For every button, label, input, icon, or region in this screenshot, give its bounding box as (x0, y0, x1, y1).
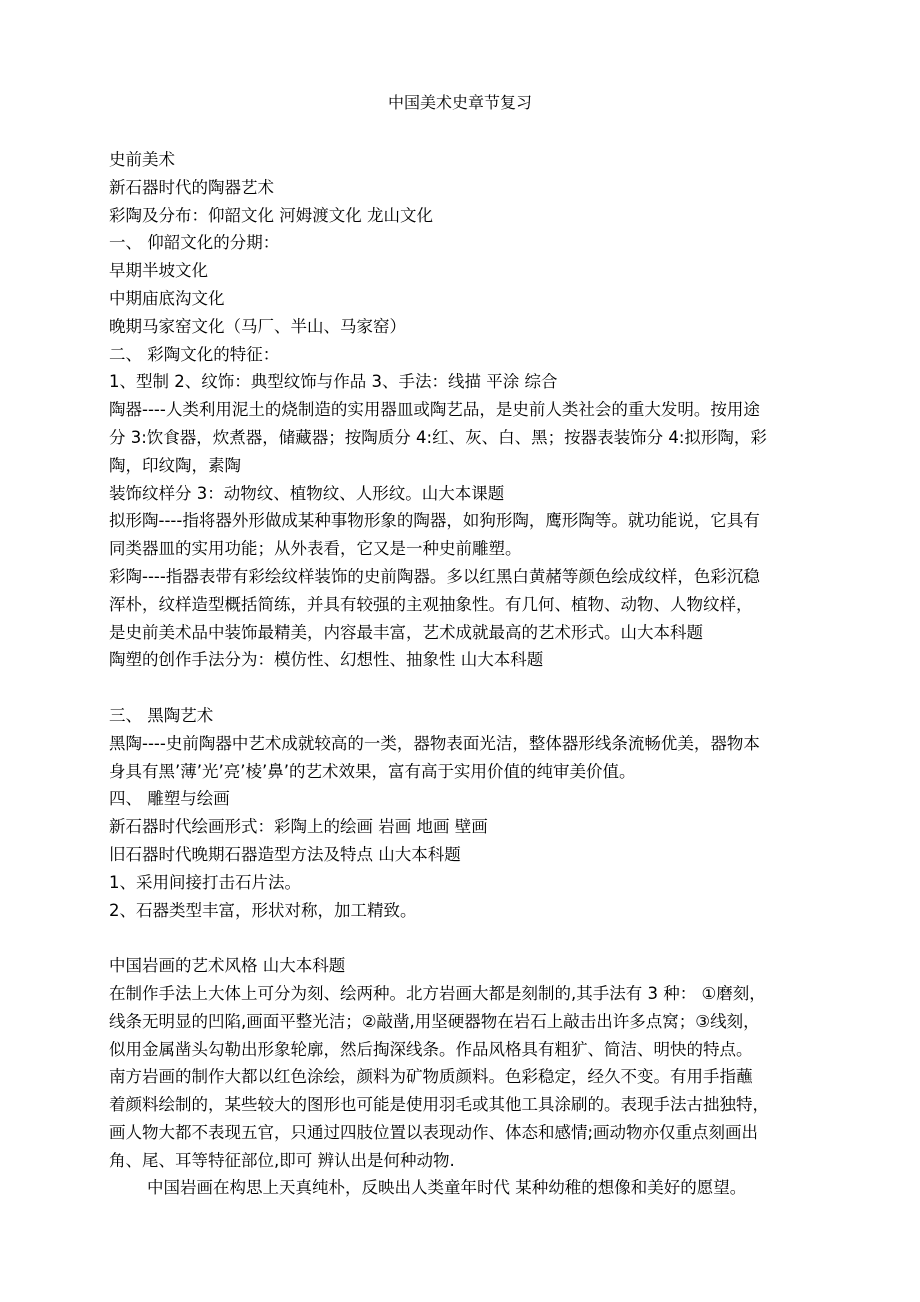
text-line: 旧石器时代晚期石器造型方法及特点 山大本科题 (109, 844, 461, 864)
text-line: 彩陶及分布：仰韶文化 河姆渡文化 龙山文化 (109, 205, 433, 225)
text-line: 分 3:饮食器，炊煮器，储藏器；按陶质分 4:红、灰、白、黑；按器表装饰分 4:拟形陶，彩 (109, 427, 767, 447)
text-line: 史前美术 (109, 150, 175, 169)
text-line: 角、尾、耳等特征部位,即可 辨认出是何种动物. (109, 1150, 455, 1170)
text-line: 在制作手法上大体上可分为刻、绘两种。北方岩画大都是刻制的,其手法有 3 种： ①磨刻， (109, 983, 766, 1003)
text-line: 似用金属凿头勾勒出形象轮廓，然后掏深线条。作品风格具有粗犷、简洁、明快的特点。 (109, 1039, 753, 1059)
text-line: 中国岩画在构思上天真纯朴，反映出人类童年时代 某种幼稚的想像和美好的愿望。 (147, 1178, 747, 1198)
text-line: 着颜料绘制的，某些较大的图形也可能是使用羽毛或其他工具涂刷的。表现手法古拙独特， (109, 1095, 769, 1115)
text-line: 1、采用间接打击石片法。 (109, 872, 301, 892)
text-line: 1、型制 2、纹饰：典型纹饰与作品 3、手法：线描 平涂 综合 (109, 372, 558, 392)
text-line: 身具有黑’薄’光’亮’棱’鼻’的艺术效果，富有高于实用价值的纯审美价值。 (109, 761, 636, 781)
text-line: 早期半坡文化 (109, 261, 208, 281)
page-title: 中国美术史章节复习 (387, 93, 532, 112)
text-line: 2、石器类型丰富，形状对称，加工精致。 (109, 900, 417, 920)
text-line: 陶器----人类利用泥土的烧制造的实用器皿或陶艺品，是史前人类社会的重大发明。按用途 (109, 400, 760, 420)
text-line: 装饰纹样分 3：动物纹、植物纹、人形纹。山大本课题 (109, 483, 505, 503)
text-line: 新石器时代绘画形式：彩陶上的绘画 岩画 地画 壁画 (109, 817, 488, 837)
blank-line (109, 924, 833, 952)
text-line: 晚期马家窑文化（马厂、半山、马家窑） (109, 316, 406, 336)
text-line: 拟形陶----指将器外形做成某种事物形象的陶器，如狗形陶，鹰形陶等。就功能说，它具有 (109, 511, 760, 531)
text-line: 是史前美术品中装饰最精美，内容最丰富，艺术成就最高的艺术形式。山大本科题 (109, 622, 703, 642)
text-line: 陶塑的创作手法分为：模仿性、幻想性、抽象性 山大本科题 (109, 650, 544, 670)
text-line: 陶，印纹陶，素陶 (109, 455, 241, 475)
text-line: 彩陶----指器表带有彩绘纹样装饰的史前陶器。多以红黑白黄赭等颜色绘成纹样，色彩沉稳 (109, 566, 760, 586)
blank-line (109, 674, 833, 702)
text-line: 中期庙底沟文化 (109, 288, 225, 308)
text-line: 浑朴，纹样造型概括简练，并具有较强的主观抽象性。有几何、植物、动物、人物纹样， (109, 594, 753, 614)
text-line: 同类器皿的实用功能；从外表看，它又是一种史前雕塑。 (109, 539, 522, 559)
text-line: 新石器时代的陶器艺术 (109, 177, 274, 197)
document-body (109, 146, 833, 1202)
text-line: 线条无明显的凹陷,画面平整光洁；②敲凿,用坚硬器物在岩石上敲击出许多点窝；③线刻， (109, 1011, 760, 1031)
text-line: 黑陶----史前陶器中艺术成就较高的一类，器物表面光洁，整体器形线条流畅优美，器物本 (109, 733, 760, 753)
text-line: 画人物大都不表现五官，只通过四肢位置以表现动作、体态和感情;画动物亦仅重点刻画出 (109, 1122, 759, 1142)
text-line: 三、 黑陶艺术 (109, 705, 214, 725)
text-line: 四、 雕塑与绘画 (109, 789, 230, 809)
text-line: 中国岩画的艺术风格 山大本科题 (109, 956, 346, 976)
text-line: 一、 仰韶文化的分期： (109, 233, 280, 253)
text-line: 二、 彩陶文化的特征： (109, 344, 280, 364)
text-line: 南方岩画的制作大都以红色涂绘，颜料为矿物质颜料。色彩稳定，经久不变。有用手指蘸 (109, 1067, 753, 1087)
